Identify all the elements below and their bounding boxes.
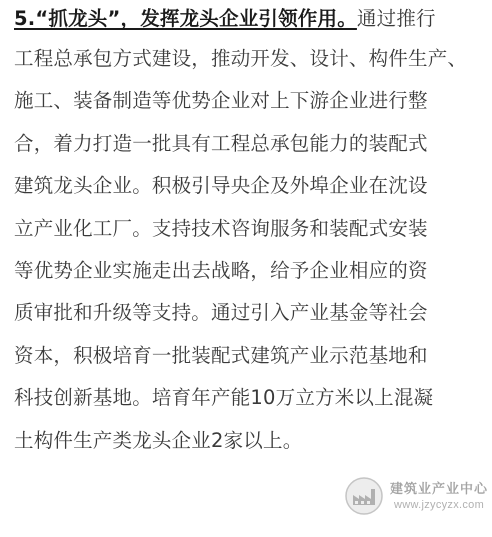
paragraph-line-1 bbox=[14, 0, 484, 38]
paragraph-line-2: 工程总承包方式建设，推动开发、设计、构件生产、 bbox=[14, 47, 468, 70]
paragraph-line-11: 土构件生产类龙头企业2家以上。 bbox=[14, 428, 303, 452]
paragraph-line-4: 合，着力打造一批具有工程总承包能力的装配式 bbox=[14, 131, 428, 155]
paragraph-line-3: 施工、装备制造等优势企业对上下游企业进行整 bbox=[14, 89, 428, 113]
watermark-name: 建筑业产业中心 bbox=[390, 482, 489, 497]
paragraph-line-9: 资本，积极培育一批装配式建筑产业示范基地和 bbox=[14, 343, 428, 367]
section-heading: 5.“抓龙头”，发挥龙头企业引领作用。 bbox=[14, 7, 357, 30]
watermark-url: www.jzycyzx.com bbox=[394, 499, 485, 511]
article-body bbox=[14, 0, 484, 462]
heading-tail-text: 通过推行 bbox=[356, 7, 436, 30]
paragraph-line-6: 立产业化工厂。支持技术咨询服务和装配式安装 bbox=[14, 216, 428, 240]
paragraph-line-8: 质审批和升级等支持。通过引入产业基金等社会 bbox=[14, 301, 428, 325]
paragraph-line-10: 科技创新基地。培育年产能10万立方米以上混凝 bbox=[14, 386, 434, 410]
factory-icon bbox=[344, 476, 384, 516]
paragraph-line-5: 建筑龙头企业。积极引导央企及外埠企业在沈设 bbox=[14, 174, 428, 198]
watermark bbox=[344, 472, 490, 528]
paragraph-line-7: 等优势企业实施走出去战略，给予企业相应的资 bbox=[14, 258, 428, 282]
